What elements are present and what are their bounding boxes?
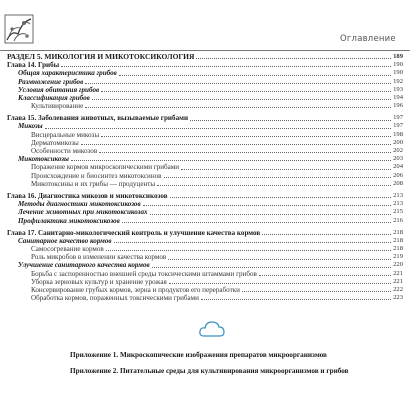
toc-entry-sub[interactable]	[7, 245, 403, 253]
toc-entry-title: Борьба с заспоренностью внешней среды токсическими штаммами грибов	[31, 269, 257, 278]
dot-leader	[114, 241, 391, 243]
toc-entry-sec[interactable]	[7, 217, 403, 225]
toc-entry-title: Глава 14. Грибы	[7, 61, 60, 70]
toc-page-number: 198	[393, 130, 403, 138]
toc-page-number: 218	[393, 228, 403, 236]
toc-page-number: 190	[393, 69, 403, 77]
toc-entry-title: Микотоксикозы	[18, 155, 69, 164]
appendix-entry[interactable]: Приложение 2. Питательные среды для культивирования микроорганизмов и грибов	[70, 367, 349, 375]
toc-entry-sec[interactable]	[7, 86, 403, 94]
toc-page-number: 197	[393, 114, 403, 122]
dot-leader	[157, 184, 391, 186]
toc-page-number: 197	[393, 122, 403, 130]
toc-page-number: 193	[393, 85, 403, 93]
toc-page-number: 221	[393, 277, 403, 285]
toc-entry-sub[interactable]	[7, 286, 403, 294]
dot-leader	[196, 57, 391, 59]
toc-entry-title: Уборка зерновых культур и хранение урожая	[31, 277, 167, 286]
toc-entry-title: Общая характеристика грибов	[18, 69, 117, 78]
toc-entry-sec[interactable]	[7, 208, 403, 216]
toc-entry-chap[interactable]	[7, 229, 403, 237]
toc-page-number: 204	[393, 163, 403, 171]
dot-leader	[259, 274, 391, 276]
toc-entry-title: Глава 15. Заболевания животных, вызываемые грибами	[7, 114, 189, 123]
toc-entry-title: Санитарное качество кормов	[18, 236, 112, 245]
toc-entry-title: Классификация грибов	[18, 93, 90, 102]
dot-leader	[143, 204, 391, 206]
toc-page-number: 203	[393, 155, 403, 163]
toc-entry-sec[interactable]	[7, 123, 403, 131]
toc-entry-sub[interactable]	[7, 147, 403, 155]
toc-entry-sec[interactable]	[7, 155, 403, 163]
dot-leader	[101, 135, 391, 137]
toc-entry-title: Глава 17. Санитарно-микологический контроль и улучшение качества кормов	[7, 228, 261, 237]
toc-entry-title: Роль микробов в изменении качества кормов	[31, 253, 167, 262]
toc-page-number: 202	[393, 147, 403, 155]
toc-page-number: 218	[393, 245, 403, 253]
toc-page-number: 206	[393, 171, 403, 179]
toc-entry-title: Микотоксины и их грибы — продуценты	[31, 179, 156, 188]
dot-leader	[122, 221, 391, 223]
dot-leader	[150, 213, 391, 215]
dot-leader	[170, 196, 391, 198]
toc-page-number: 196	[393, 102, 403, 110]
toc-page-number: 219	[393, 253, 403, 261]
toc-entry-title: Улучшение санитарного качества кормов	[18, 261, 150, 270]
dot-leader	[152, 266, 391, 268]
toc-entry-title: Условия обитания грибов	[18, 85, 100, 94]
toc-page-number: 216	[393, 216, 403, 224]
toc-page-number: 200	[393, 138, 403, 146]
toc-page-number: 190	[393, 61, 403, 69]
toc-entry-sec[interactable]	[7, 78, 403, 86]
toc-entry-sub[interactable]	[7, 180, 403, 188]
toc-entry-chap[interactable]	[7, 61, 403, 69]
toc-entry-title: Методы диагностики микотоксикозов	[18, 200, 141, 209]
toc-entry-part[interactable]	[7, 53, 403, 61]
toc-page-number: 213	[393, 200, 403, 208]
toc-entry-title: Поражение кормов микроскопическими грибами	[31, 163, 180, 172]
dot-leader	[81, 143, 391, 145]
dot-leader	[85, 82, 391, 84]
toc-page-number: 194	[393, 93, 403, 101]
toc-entry-sec[interactable]	[7, 237, 403, 245]
toc-page-number: 189	[393, 52, 403, 60]
appendix-entry[interactable]: Приложение 1. Микроскопические изображения препаратов микроорганизмов	[70, 351, 327, 359]
dot-leader	[101, 90, 391, 92]
dot-leader	[164, 176, 391, 178]
dot-leader	[106, 249, 391, 251]
dot-leader	[181, 168, 391, 170]
dot-leader	[45, 127, 391, 129]
toc-entry-title: Дерматомикозы	[31, 138, 79, 147]
toc-entry-title: Консервирование грубых кормов, зерна и продуктов его переработки	[31, 286, 240, 295]
toc-entry-sub[interactable]	[7, 270, 403, 278]
toc-entry-title: Глава 16. Диагностика микозов и микотоксикозов	[7, 191, 168, 200]
table-of-contents	[7, 53, 403, 302]
toc-entry-sec[interactable]	[7, 94, 403, 102]
page-title: Оглавление	[340, 34, 396, 44]
cloud-icon	[198, 318, 226, 340]
dot-leader	[168, 258, 391, 260]
toc-entry-sub[interactable]	[7, 163, 403, 171]
dot-leader	[169, 282, 391, 284]
toc-entry-sec[interactable]	[7, 200, 403, 208]
header-rule	[0, 50, 410, 51]
toc-entry-title: Особенности микозов	[31, 147, 98, 156]
toc-entry-sub[interactable]	[7, 131, 403, 139]
toc-page-number: 215	[393, 208, 403, 216]
toc-entry-sub[interactable]	[7, 172, 403, 180]
toc-page-number: 192	[393, 77, 403, 85]
toc-entry-sub[interactable]	[7, 139, 403, 147]
toc-entry-title: Самосогревание кормов	[31, 245, 104, 254]
dot-leader	[71, 159, 391, 161]
page-header	[0, 0, 410, 52]
dot-leader	[190, 119, 391, 121]
toc-entry-title: Размножение грибов	[18, 77, 84, 86]
toc-entry-title: Микозы	[18, 122, 43, 131]
dot-leader	[99, 151, 391, 153]
toc-entry-sec[interactable]	[7, 69, 403, 77]
toc-entry-sub[interactable]	[7, 253, 403, 261]
toc-entry-title: Висцеральные микозы	[31, 130, 100, 139]
dot-leader	[61, 65, 391, 67]
appendix-list	[70, 347, 400, 379]
dot-leader	[119, 74, 391, 76]
toc-entry-sec[interactable]	[7, 262, 403, 270]
toc-entry-title: Лечение животных при микотоксикозах	[18, 208, 148, 217]
toc-entry-title: Профилактика микотоксикозов	[18, 216, 120, 225]
toc-entry-sub[interactable]	[7, 278, 403, 286]
toc-page-number: 218	[393, 236, 403, 244]
toc-entry-title: Культивирование	[31, 102, 84, 111]
toc-entry-sub[interactable]	[7, 294, 403, 302]
toc-entry-title: Происхождение и биосинтез микотоксинов	[31, 171, 162, 180]
dot-leader	[262, 233, 391, 235]
ornament-icon	[4, 14, 34, 44]
toc-page-number: 220	[393, 261, 403, 269]
toc-entry-sub[interactable]	[7, 102, 403, 110]
dot-leader	[201, 298, 391, 300]
toc-page-number: 208	[393, 179, 403, 187]
dot-leader	[85, 106, 391, 108]
toc-entry-title: Обработка кормов, пораженных токсическими грибами	[31, 294, 199, 303]
toc-entry-chap[interactable]	[7, 192, 403, 200]
toc-entry-title: РАЗДЕЛ 5. МИКОЛОГИЯ И МИКОТОКСИКОЛОГИЯ	[7, 52, 195, 61]
dot-leader	[92, 98, 391, 100]
toc-page-number: 222	[393, 286, 403, 294]
toc-page-number: 213	[393, 191, 403, 199]
toc-entry-chap[interactable]	[7, 114, 403, 122]
toc-page-number: 221	[393, 269, 403, 277]
toc-page-number: 223	[393, 294, 403, 302]
dot-leader	[242, 290, 391, 292]
